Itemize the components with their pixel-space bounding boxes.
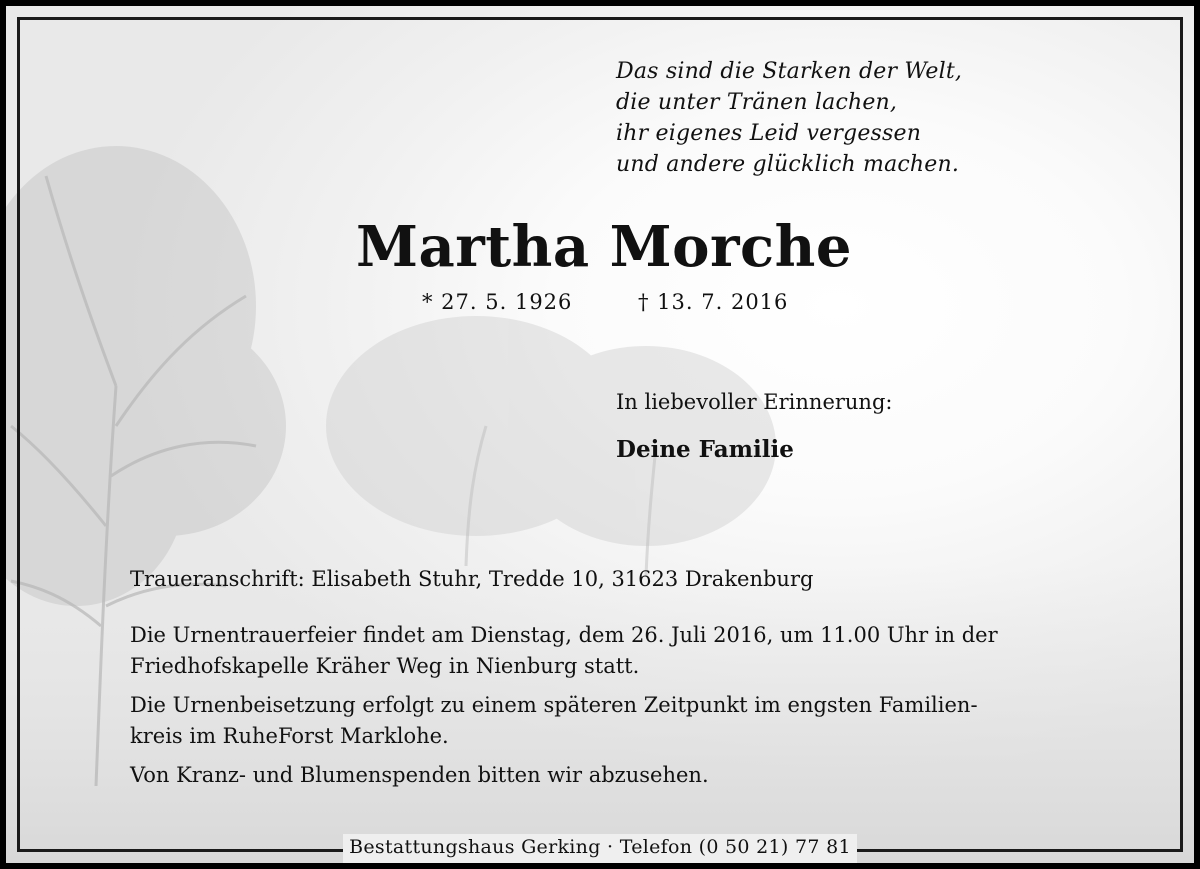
mourning-address: Traueranschrift: Elisabeth Stuhr, Tredde 10, 31623 Drakenburg xyxy=(130,567,814,591)
poem-line: die unter Tränen lachen, xyxy=(616,90,898,115)
ceremony-line: Friedhofskapelle Kräher Weg in Nienburg statt. xyxy=(130,654,640,678)
signatory: Deine Familie xyxy=(616,436,794,463)
funeral-home-contact: Bestattungshaus Gerking · Telefon (0 50 21) 77 81 xyxy=(343,834,857,863)
poem-line: Das sind die Starken der Welt, xyxy=(616,59,963,84)
deceased-name: Martha Morche xyxy=(356,214,852,280)
memory-intro: In liebevoller Erinnerung: xyxy=(616,390,893,414)
burial-paragraph xyxy=(130,690,978,752)
poem-line: ihr eigenes Leid vergessen xyxy=(616,121,922,146)
poem xyxy=(616,56,962,180)
ceremony-paragraph xyxy=(130,620,998,682)
flowers-note: Von Kranz- und Blumenspenden bitten wir abzusehen. xyxy=(130,763,709,787)
death-date: † 13. 7. 2016 xyxy=(638,290,789,314)
poem-line: und andere glücklich machen. xyxy=(616,152,960,177)
burial-line: Die Urnenbeisetzung erfolgt zu einem späteren Zeitpunkt im engsten Familien- xyxy=(130,693,978,717)
burial-line: kreis im RuheForst Marklohe. xyxy=(130,724,449,748)
ceremony-line: Die Urnentrauerfeier findet am Dienstag, dem 26. Juli 2016, um 11.00 Uhr in der xyxy=(130,623,998,647)
birth-date: * 27. 5. 1926 xyxy=(422,290,573,314)
notice-background xyxy=(6,6,1194,863)
footer-bar xyxy=(17,834,1183,863)
